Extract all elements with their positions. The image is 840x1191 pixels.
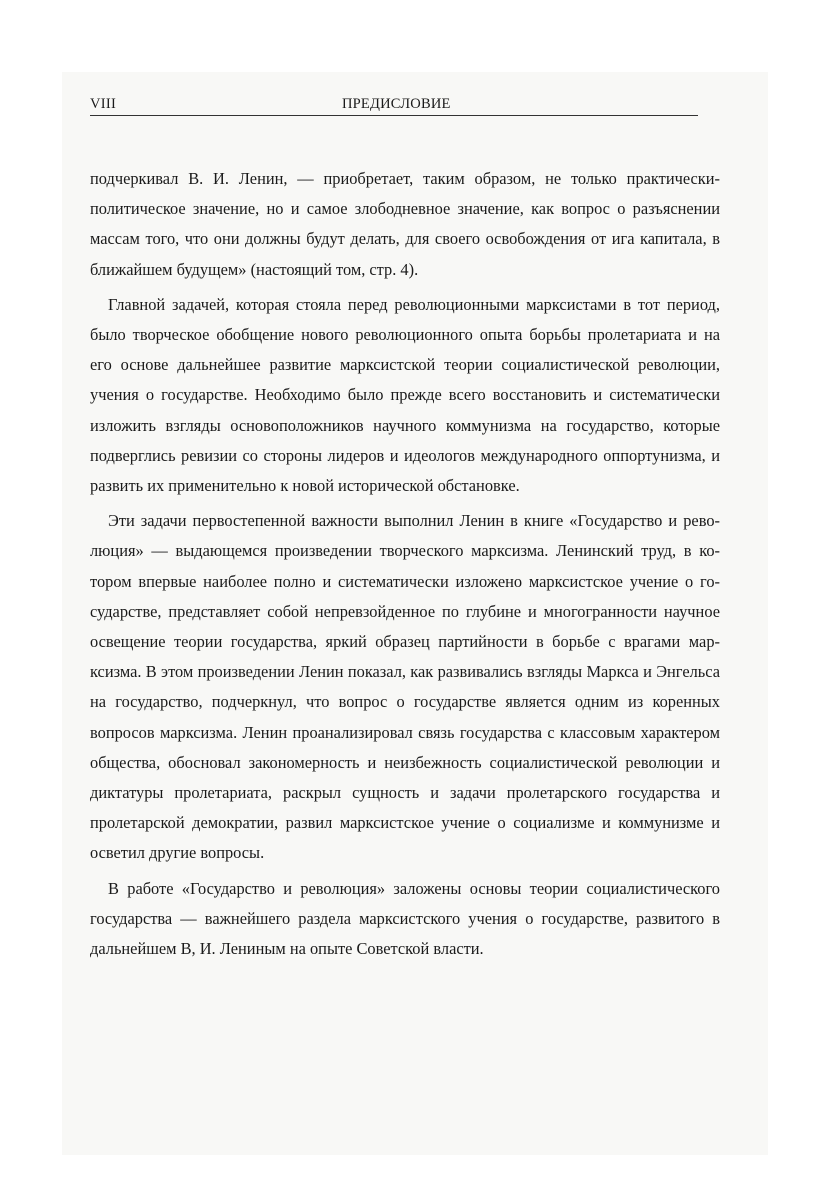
- document-page: [90, 0, 722, 1191]
- paragraph-continuation: подчеркивал В. И. Ленин, — приобретает, таким образом, не только практически-политическое значение, но и самое злободневное значение, как вопрос о разъяснении массам того, что они должны будут делать, для своего освобождения от ига капитала, в ближайшем будущем» (настоящий том, стр. 4).: [90, 169, 720, 279]
- section-title: ПРЕДИСЛОВИЕ: [342, 96, 451, 112]
- running-header: [90, 95, 698, 116]
- paragraph-main-task: Главной задачей, которая стояла перед революционными марксистами в тот период, было творческое обобщение нового революционного опыта борьбы пролетариата и на его основе дальнейшее развитие марксистской теории социалистической революции, учения о государстве. Необходимо было прежде всего восстановить и систематически изложить взгляды основоположников научного коммунизма на государство, которые подверглись ревизии со стороны лидеров и идеологов международного оппортунизма, и развить их применительно к новой исторической обстановке.: [90, 294, 720, 496]
- body-text: [90, 164, 720, 964]
- paragraph-state-and-revolution: Эти задачи первостепенной важности выполнил Ленин в книге «Государство и революция» — выдающемся произведении творческого марксизма. Ленинский труд, в котором впервые наиболее полно и систематически изложено марксистское учение о государстве, представляет собой непревзойденное по глубине и многогранности научное освещение теории государства, яркий образец партийности в борьбе с врагами марксизма. В этом произведении Ленин показал, как развивались взгляды Маркса и Энгельса на государство, подчеркнул, что вопрос о государстве является одним из коренных вопросов марксизма. Ленин проанализировал связь государства с классовым характером общества, обосновал закономерность и неизбежность социалистической революции и диктатуры пролетариата, раскрыл сущность и задачи пролетарского государства и пролетарской демократии, развил марксистское учение о социализме и коммунизме и осветил другие вопросы.: [90, 511, 720, 863]
- paragraph-socialist-state-theory: В работе «Государство и революция» заложены основы теории социалистического государства — важнейшего раздела марксистского учения о государстве, развитого в дальнейшем В, И. Лениным на опыте Советской власти.: [90, 878, 720, 959]
- page-number: VIII: [90, 96, 117, 112]
